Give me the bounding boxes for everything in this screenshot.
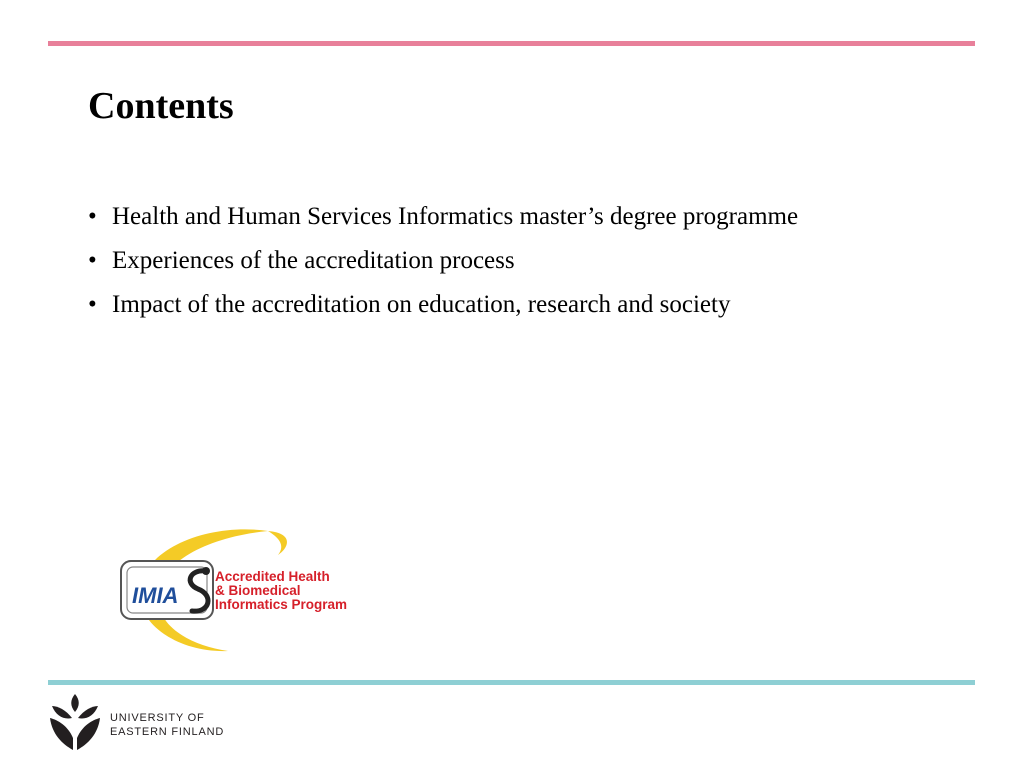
bullet-icon: •: [88, 291, 97, 318]
bullet-text: Experiences of the accreditation process: [112, 247, 515, 274]
badge-text: IMIA: [132, 583, 179, 608]
bottom-divider: [48, 680, 975, 685]
logo-caption-line: Informatics Program: [215, 597, 348, 612]
bullet-item: [88, 244, 908, 278]
slide-title: Contents: [88, 85, 234, 127]
logo-caption-line: Accredited Health: [215, 569, 330, 584]
bullet-item: [88, 200, 908, 234]
bullet-icon: •: [88, 203, 97, 230]
university-name: [110, 711, 224, 739]
bullet-text: Impact of the accreditation on education, research and society: [112, 291, 731, 318]
bullet-text: Health and Human Services Informatics master’s degree programme: [112, 203, 799, 230]
logo-caption-line: & Biomedical: [215, 583, 301, 598]
bullet-list: [88, 200, 908, 332]
bullet-icon: •: [88, 247, 97, 274]
swoosh-shape: [268, 531, 287, 555]
university-name-line: UNIVERSITY OF: [110, 712, 205, 724]
imia-accreditation-logo: [118, 525, 363, 655]
snake-head: [202, 567, 210, 575]
university-name-line: EASTERN FINLAND: [110, 726, 225, 738]
top-divider: [48, 41, 975, 46]
bullet-item: [88, 288, 908, 322]
university-logo-icon: [48, 692, 102, 752]
